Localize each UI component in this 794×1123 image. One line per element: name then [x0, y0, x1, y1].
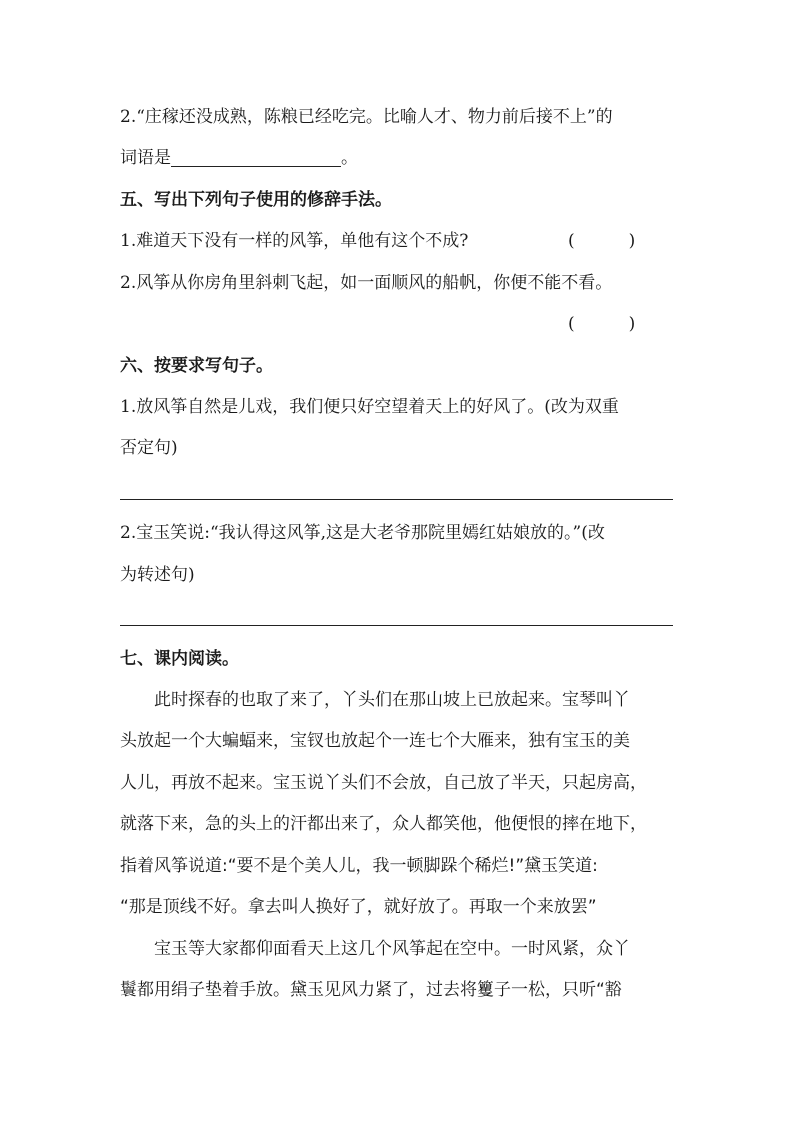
- q4-item2-line1: 2.“庄稼还没成熟，陈粮已经吃完。比喻人才、物力前后接不上”的: [120, 107, 613, 127]
- section5-item2: 2.风筝从你房角里斜刺飞起，如一面顺风的船帆，你便不能不看。: [120, 273, 613, 293]
- section6-item2-line2: 为转述句): [120, 565, 195, 585]
- passage-line: 就落下来，急的头上的汗都出来了，众人都笑他，他便恨的摔在地下，: [120, 814, 647, 834]
- section5-item2-answer-box[interactable]: ( ): [568, 314, 636, 334]
- section6-heading: 六、按要求写句子。: [120, 356, 273, 376]
- passage-line: “那是顶线不好。拿去叫人换好了，就好放了。再取一个来放罢”: [120, 897, 597, 917]
- section5-item1-answer-box[interactable]: ( ): [568, 231, 636, 251]
- q4-item2-line2: [120, 146, 680, 170]
- section6-item1-line1: 1.放风筝自然是儿戏，我们便只好空望着天上的好风了。(改为双重: [120, 397, 619, 417]
- section5-item1: 1.难道天下没有一样的风筝，单他有这个不成?: [120, 231, 469, 251]
- passage-line: 头放起一个大蝙蝠来，宝钗也放起个一连七个大雁来，独有宝玉的美: [120, 731, 630, 751]
- answer-line[interactable]: [120, 499, 673, 500]
- section6-item2-line1: 2.宝玉笑说:“我认得这风筝,这是大老爷那院里嫣红姑娘放的。”(改: [120, 523, 605, 543]
- answer-blank[interactable]: [171, 148, 341, 167]
- section6-item1-line2: 否定句): [120, 438, 178, 458]
- section5-heading: 五、写出下列句子使用的修辞手法。: [120, 190, 392, 210]
- answer-line[interactable]: [120, 625, 673, 626]
- passage-line: 鬟都用绢子垫着手放。黛玉见风力紧了，过去将籰子一松，只听“豁: [120, 980, 622, 1000]
- passage-line: 宝玉等大家都仰面看天上这几个风筝起在空中。一时风紧，众丫: [154, 939, 630, 959]
- section7-heading: 七、课内阅读。: [120, 649, 239, 669]
- q4-item2-suffix: 。: [341, 148, 358, 168]
- passage-line: 此时探春的也取了来了，丫头们在那山坡上已放起来。宝琴叫丫: [154, 690, 630, 710]
- q4-item2-prefix: 词语是: [120, 148, 171, 168]
- passage-line: 指着风筝说道:“要不是个美人儿，我一顿脚跺个稀烂!”黛玉笑道:: [120, 856, 598, 876]
- passage-line: 人儿，再放不起来。宝玉说丫头们不会放，自己放了半天，只起房高，: [120, 773, 647, 793]
